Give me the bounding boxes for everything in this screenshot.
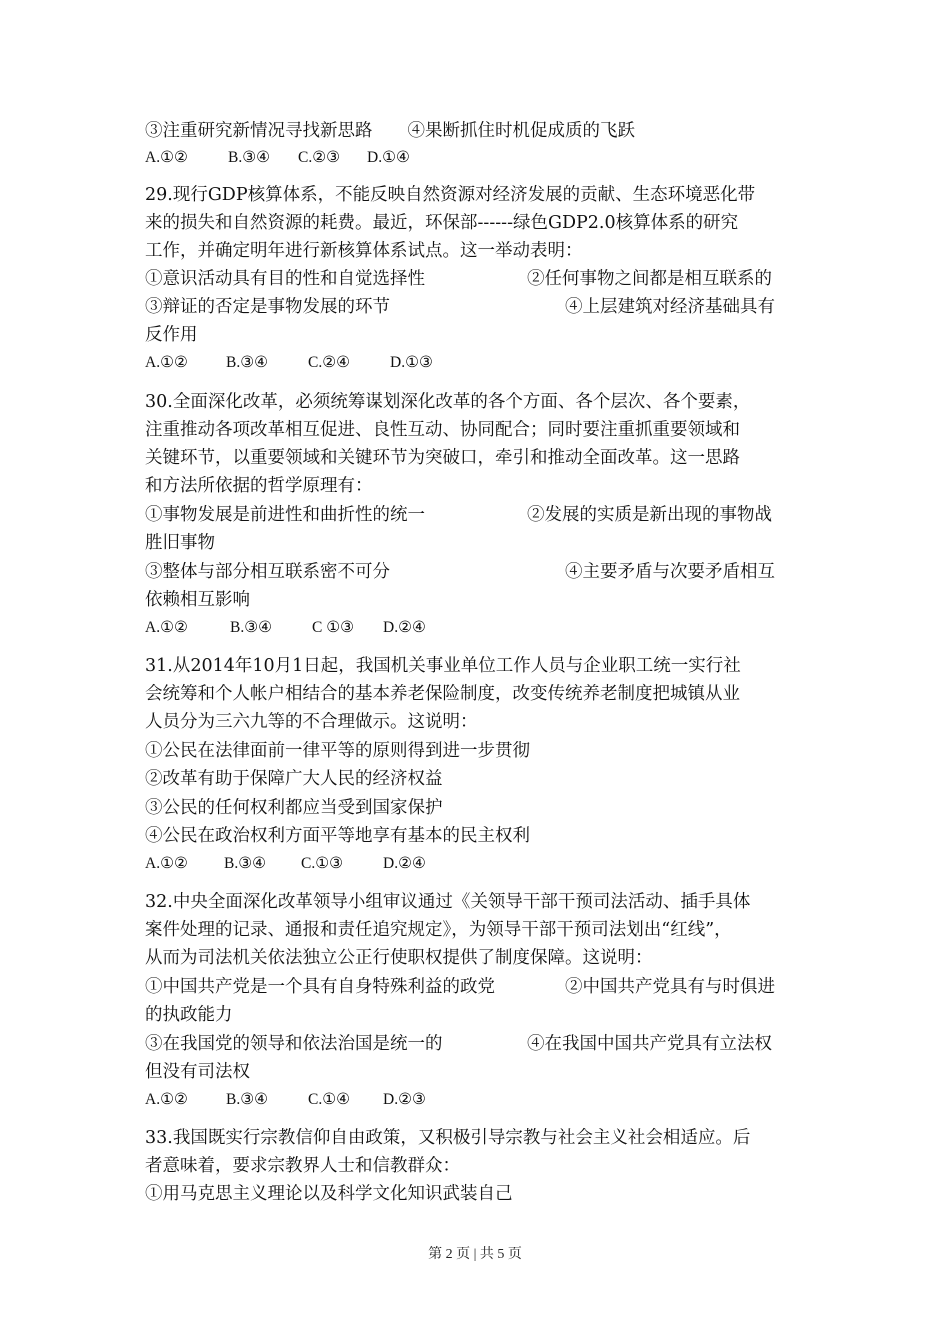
- answer-b: B.③④: [224, 855, 267, 872]
- q30-line-4: 和方法所依据的哲学原理有：: [145, 476, 373, 496]
- answer-b: B.③④: [226, 354, 269, 371]
- answer-b: B.③④: [230, 619, 273, 636]
- answer-c: C.①④: [308, 1091, 351, 1108]
- q32-option-3: ③在我国党的领导和依法治国是统一的: [145, 1034, 443, 1054]
- answer-c: C.②④: [308, 354, 351, 371]
- q31-line-1: 31.从2014年10月1日起，我国机关事业单位工作人员与企业职工统一实行社: [145, 656, 741, 676]
- q29-option-4: ④上层建筑对经济基础具有: [565, 297, 775, 317]
- prev-option-line: ③注重研究新情况寻找新思路 ④果断抓住时机促成质的飞跃: [145, 121, 635, 141]
- q30-option-4: ④主要矛盾与次要矛盾相互: [565, 562, 775, 582]
- q32-option-2: ②中国共产党具有与时俱进: [565, 977, 775, 997]
- answer-c: C.②③: [298, 149, 341, 166]
- q32-option-2-cont: 的执政能力: [145, 1005, 233, 1025]
- answer-c: C.①③: [301, 855, 344, 872]
- q31-option-2: ②改革有助于保障广大人民的经济权益: [145, 769, 443, 789]
- q32-line-3: 从而为司法机关依法独立公正行使职权提供了制度保障。这说明：: [145, 948, 653, 968]
- q29-option-1: ①意识活动具有目的性和自觉选择性: [145, 269, 425, 289]
- q33-option-1: ①用马克思主义理论以及科学文化知识武装自己: [145, 1184, 513, 1204]
- answer-d: D.②③: [383, 1091, 426, 1108]
- q33-line-2: 者意味着，要求宗教界人士和信教群众：: [145, 1156, 460, 1176]
- q31-option-3: ③公民的任何权利都应当受到国家保护: [145, 798, 443, 818]
- q33-line-1: 33.我国既实行宗教信仰自由政策，又积极引导宗教与社会主义社会相适应。后: [145, 1128, 751, 1148]
- q30-option-2-cont: 胜旧事物: [145, 533, 215, 553]
- q30-line-1: 30.全面深化改革，必须统筹谋划深化改革的各个方面、各个层次、各个要素，: [145, 392, 751, 412]
- q32-option-4-cont: 但没有司法权: [145, 1062, 250, 1082]
- answer-a: A.①②: [145, 855, 188, 872]
- q29-line-2: 来的损失和自然资源的耗费。最近，环保部------绿色GDP2.0核算体系的研究: [145, 213, 739, 233]
- answer-d: D.①③: [390, 354, 433, 371]
- answer-a: A.①②: [145, 354, 188, 371]
- q30-line-3: 关键环节，以重要领域和关键环节为突破口，牵引和推动全面改革。这一思路: [145, 448, 740, 468]
- q31-option-1: ①公民在法律面前一律平等的原则得到进一步贯彻: [145, 741, 530, 761]
- q29-line-3: 工作，并确定明年进行新核算体系试点。这一举动表明：: [145, 241, 583, 261]
- answer-b: B.③④: [228, 149, 271, 166]
- q32-option-1: ①中国共产党是一个具有自身特殊利益的政党: [145, 977, 495, 997]
- q31-line-2: 会统筹和个人帐户相结合的基本养老保险制度，改变传统养老制度把城镇从业: [145, 684, 740, 704]
- q30-option-1: ①事物发展是前进性和曲折性的统一: [145, 505, 425, 525]
- answer-d: D.②④: [383, 619, 426, 636]
- answer-a: A.①②: [145, 149, 188, 166]
- q31-option-4: ④公民在政治权利方面平等地享有基本的民主权利: [145, 826, 530, 846]
- q29-line-1: 29.现行GDP核算体系，不能反映自然资源对经济发展的贡献、生态环境恶化带: [145, 185, 756, 205]
- answer-a: A.①②: [145, 619, 188, 636]
- answer-c: C ①③: [312, 619, 355, 636]
- q31-line-3: 人员分为三六九等的不合理做示。这说明：: [145, 712, 478, 732]
- q29-option-2: ②任何事物之间都是相互联系的: [527, 269, 772, 289]
- q30-line-2: 注重推动各项改革相互促进、良性互动、协同配合；同时要注重抓重要领域和: [145, 420, 740, 440]
- answer-b: B.③④: [226, 1091, 269, 1108]
- q30-option-2: ②发展的实质是新出现的事物战: [527, 505, 772, 525]
- q29-option-3: ③辩证的否定是事物发展的环节: [145, 297, 390, 317]
- q32-line-1: 32.中央全面深化改革领导小组审议通过《关领导干部干预司法活动、插手具体: [145, 892, 751, 912]
- q29-option-4-cont: 反作用: [145, 325, 198, 345]
- answer-a: A.①②: [145, 1091, 188, 1108]
- answer-d: D.①④: [367, 149, 410, 166]
- q30-option-3: ③整体与部分相互联系密不可分: [145, 562, 390, 582]
- q32-line-2: 案件处理的记录、通报和责任追究规定》，为领导干部干预司法划出“红线”，: [145, 920, 732, 940]
- page-footer: 第 2 页 | 共 5 页: [428, 1247, 522, 1262]
- q30-option-4-cont: 依赖相互影响: [145, 590, 250, 610]
- answer-d: D.②④: [383, 855, 426, 872]
- q32-option-4: ④在我国中国共产党具有立法权: [527, 1034, 772, 1054]
